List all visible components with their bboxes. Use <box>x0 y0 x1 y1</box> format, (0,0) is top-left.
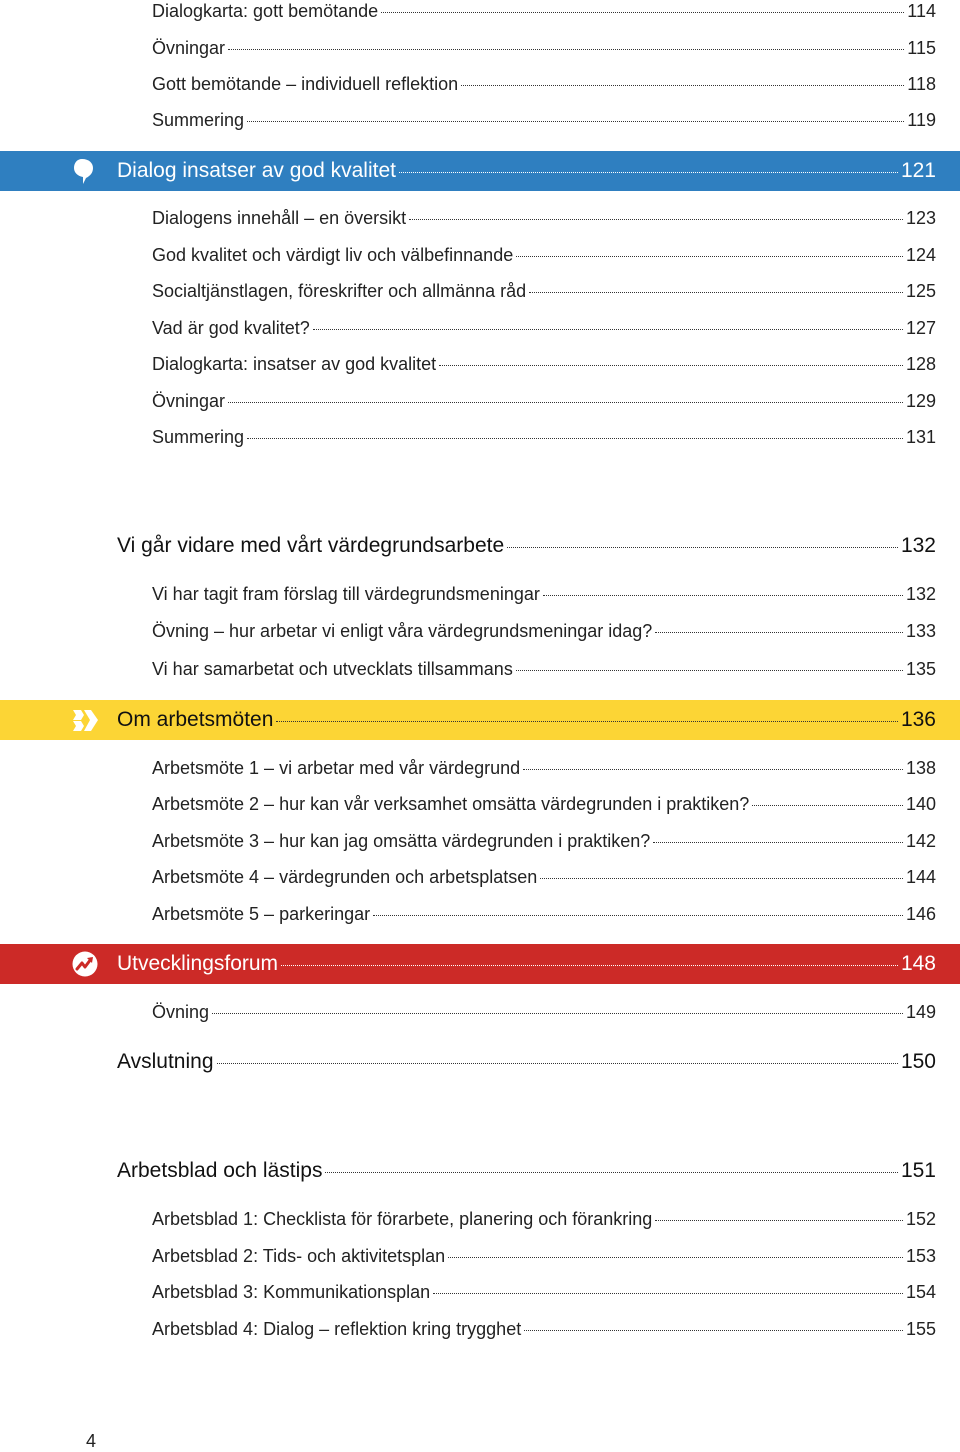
dot-leader <box>381 12 904 13</box>
dot-leader <box>752 805 903 806</box>
toc-entry-page: 118 <box>907 74 936 94</box>
toc-entry[interactable] <box>0 859 960 895</box>
page-number: 4 <box>86 1431 97 1451</box>
toc-entry-page: 138 <box>905 758 936 778</box>
dot-leader <box>313 329 903 330</box>
toc-entry-page: 133 <box>905 621 936 641</box>
toc-entry[interactable] <box>0 237 960 273</box>
toc-section-page: 132 <box>900 534 936 557</box>
toc-entry[interactable] <box>0 896 960 932</box>
toc-entry[interactable] <box>0 576 960 612</box>
toc-section-label: Vi går vidare med vårt värdegrundsarbete <box>117 534 505 557</box>
toc-section-values[interactable] <box>0 524 960 568</box>
toc-entry-page: 132 <box>905 584 936 604</box>
dot-leader <box>529 292 903 293</box>
toc-section-label: Utvecklingsforum <box>117 952 279 975</box>
toc-entry[interactable] <box>0 651 960 687</box>
toc-section-label: Avslutning <box>117 1050 214 1073</box>
toc-entry[interactable] <box>0 310 960 346</box>
double-arrow-icon <box>70 706 100 734</box>
toc-entry[interactable] <box>0 66 960 102</box>
toc-entry-label: Vi har samarbetat och utvecklats tillsammans <box>152 659 513 679</box>
toc-entry-label: Arbetsblad 4: Dialog – reflektion kring trygghet <box>152 1319 522 1339</box>
toc-entry-page: 114 <box>907 1 936 21</box>
toc-section-dialog[interactable] <box>0 151 960 191</box>
toc-entry-page: 154 <box>905 1282 936 1302</box>
toc-entry[interactable] <box>0 994 960 1030</box>
dot-leader <box>439 365 903 366</box>
dot-leader <box>540 878 903 879</box>
dot-leader <box>523 769 903 770</box>
dot-leader <box>217 1063 898 1064</box>
toc-entry-label: God kvalitet och värdigt liv och välbefinnande <box>152 245 514 265</box>
dot-leader <box>373 915 903 916</box>
toc-entry-label: Vad är god kvalitet? <box>152 318 310 338</box>
toc-entry-page: 155 <box>905 1319 936 1339</box>
dot-leader <box>325 1172 898 1173</box>
dot-leader <box>247 438 903 439</box>
toc-entry[interactable] <box>0 30 960 66</box>
toc-entry-label: Arbetsmöte 2 – hur kan vår verksamhet omsätta värdegrunden i praktiken? <box>152 794 750 814</box>
toc-entry-label: Gott bemötande – individuell reflektion <box>152 74 459 94</box>
toc-entry-page: 129 <box>905 391 936 411</box>
toc-entry-label: Summering <box>152 110 245 130</box>
dot-leader <box>655 1220 903 1221</box>
dot-leader <box>281 965 898 966</box>
toc-entry-label: Socialtjänstlagen, föreskrifter och allmänna råd <box>152 281 527 301</box>
toc-entry-page: 135 <box>905 659 936 679</box>
toc-section-page: 151 <box>900 1159 936 1182</box>
toc-entry-page: 152 <box>905 1209 936 1229</box>
dot-leader <box>524 1330 903 1331</box>
toc-section-page: 148 <box>900 952 936 975</box>
toc-section-page: 150 <box>900 1050 936 1073</box>
toc-entry-label: Övning <box>152 1002 210 1022</box>
toc-entry[interactable] <box>0 273 960 309</box>
dot-leader <box>228 49 904 50</box>
toc-entry-label: Övning – hur arbetar vi enligt våra värdegrundsmeningar idag? <box>152 621 653 641</box>
dot-leader <box>212 1013 903 1014</box>
toc-entry-page: 131 <box>905 427 936 447</box>
dot-leader <box>433 1293 903 1294</box>
dot-leader <box>655 632 903 633</box>
toc-entry-label: Arbetsmöte 1 – vi arbetar med vår värdegrund <box>152 758 521 778</box>
toc-entry[interactable] <box>0 0 960 29</box>
toc-entry-label: Arbetsmöte 3 – hur kan jag omsätta värdegrunden i praktiken? <box>152 831 651 851</box>
dot-leader <box>516 670 903 671</box>
toc-entry-page: 142 <box>905 831 936 851</box>
toc-section-meetings[interactable] <box>0 700 960 740</box>
dot-leader <box>653 842 903 843</box>
toc-entry[interactable] <box>0 1238 960 1274</box>
toc-entry[interactable] <box>0 823 960 859</box>
toc-entry-label: Arbetsblad 1: Checklista för förarbete, planering och förankring <box>152 1209 653 1229</box>
toc-section-label: Om arbetsmöten <box>117 708 274 731</box>
toc-entry-page: 127 <box>905 318 936 338</box>
toc-entry-label: Övningar <box>152 38 226 58</box>
speech-bubble-icon <box>70 157 100 185</box>
toc-entry-label: Arbetsblad 3: Kommunikationsplan <box>152 1282 431 1302</box>
toc-entry-label: Summering <box>152 427 245 447</box>
toc-entry[interactable] <box>0 1274 960 1310</box>
toc-entry-page: 149 <box>905 1002 936 1022</box>
toc-entry[interactable] <box>0 750 960 786</box>
toc-entry-label: Övningar <box>152 391 226 411</box>
dot-leader <box>276 721 898 722</box>
toc-section-worksheets[interactable] <box>0 1149 960 1193</box>
toc-entry-page: 124 <box>905 245 936 265</box>
toc-entry-page: 144 <box>905 867 936 887</box>
dot-leader <box>507 547 898 548</box>
toc-entry-page: 128 <box>905 354 936 374</box>
dot-leader <box>228 402 903 403</box>
toc-section-label: Arbetsblad och lästips <box>117 1159 323 1182</box>
toc-entry-page: 140 <box>905 794 936 814</box>
dot-leader <box>409 219 903 220</box>
toc-entry[interactable] <box>0 200 960 236</box>
toc-section-page: 136 <box>900 708 936 731</box>
toc-entry[interactable] <box>0 613 960 649</box>
dot-leader <box>247 121 904 122</box>
toc-entry-label: Arbetsmöte 5 – parkeringar <box>152 904 371 924</box>
toc-entry-label: Dialogens innehåll – en översikt <box>152 208 407 228</box>
dot-leader <box>399 172 898 173</box>
toc-entry[interactable] <box>0 1311 960 1347</box>
toc-entry-label: Dialogkarta: gott bemötande <box>152 1 379 21</box>
trend-arrow-icon <box>70 950 100 978</box>
dot-leader <box>448 1257 903 1258</box>
toc-entry[interactable] <box>0 346 960 382</box>
toc-entry[interactable] <box>0 383 960 419</box>
toc-section-forum[interactable] <box>0 944 960 984</box>
dot-leader <box>543 595 903 596</box>
toc-entry[interactable] <box>0 102 960 138</box>
toc-entry-page: 119 <box>907 110 936 130</box>
dot-leader <box>461 85 904 86</box>
toc-entry-label: Vi har tagit fram förslag till värdegrundsmeningar <box>152 584 540 604</box>
toc-entry-page: 146 <box>905 904 936 924</box>
toc-section-page: 121 <box>900 159 936 182</box>
toc-entry-page: 153 <box>905 1246 936 1266</box>
toc-entry[interactable] <box>0 1201 960 1237</box>
toc-entry[interactable] <box>0 419 960 455</box>
toc-entry[interactable] <box>0 786 960 822</box>
toc-section-closing[interactable] <box>0 1040 960 1084</box>
toc-entry-page: 125 <box>905 281 936 301</box>
dot-leader <box>516 256 903 257</box>
toc-section-label: Dialog insatser av god kvalitet <box>117 159 396 182</box>
toc-entry-label: Arbetsmöte 4 – värdegrunden och arbetsplatsen <box>152 867 538 887</box>
toc-entry-page: 123 <box>905 208 936 228</box>
toc-entry-label: Arbetsblad 2: Tids- och aktivitetsplan <box>152 1246 446 1266</box>
toc-entry-label: Dialogkarta: insatser av god kvalitet <box>152 354 437 374</box>
toc-entry-page: 115 <box>907 38 936 58</box>
